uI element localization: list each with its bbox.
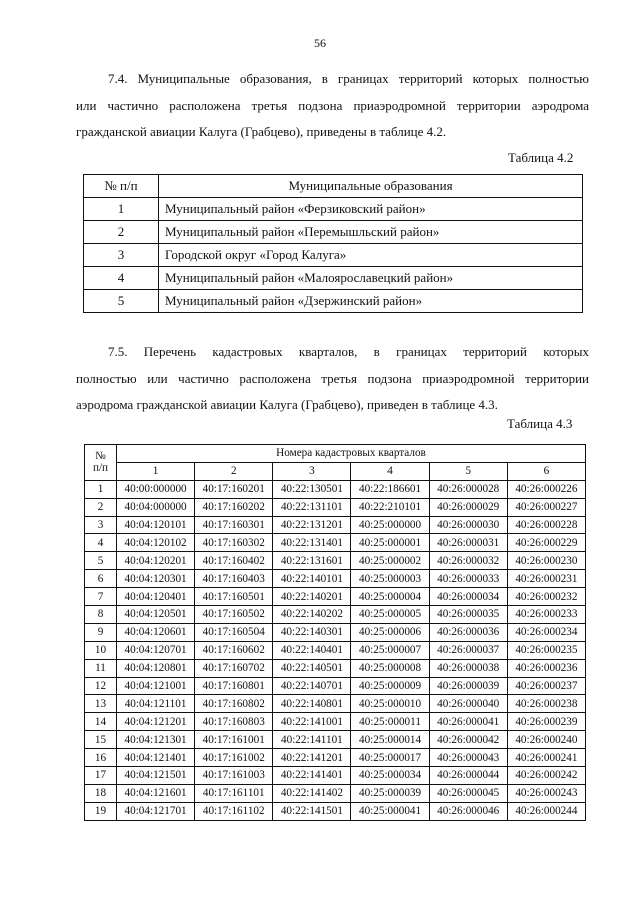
column-number-header: 1: [117, 462, 195, 480]
column-header-municipality: Муниципальные образования: [159, 175, 583, 198]
cadastral-quarter-cell: 40:26:000237: [507, 677, 585, 695]
cadastral-quarter-cell: 40:04:121401: [117, 749, 195, 767]
cadastral-quarter-cell: 40:26:000227: [507, 498, 585, 516]
cadastral-quarter-cell: 40:25:000008: [351, 659, 429, 677]
cadastral-quarter-cell: 40:25:000007: [351, 641, 429, 659]
cadastral-quarter-cell: 40:04:120101: [117, 516, 195, 534]
table-row: [85, 606, 586, 624]
table-row: [85, 623, 586, 641]
cadastral-quarter-cell: 40:22:140301: [273, 623, 351, 641]
cadastral-quarter-cell: 40:22:140401: [273, 641, 351, 659]
column-number-header: 3: [273, 462, 351, 480]
cadastral-quarter-cell: 40:26:000043: [429, 749, 507, 767]
cadastral-quarter-cell: 40:26:000241: [507, 749, 585, 767]
cadastral-quarter-cell: 40:04:121501: [117, 767, 195, 785]
cadastral-quarter-cell: 40:26:000035: [429, 606, 507, 624]
row-number-cell: 11: [85, 659, 117, 677]
cadastral-quarter-cell: 40:04:000000: [117, 498, 195, 516]
cadastral-quarter-cell: 40:17:160801: [195, 677, 273, 695]
cadastral-quarter-cell: 40:00:000000: [117, 480, 195, 498]
table-header-row: [85, 445, 586, 463]
cadastral-quarter-cell: 40:04:121201: [117, 713, 195, 731]
cadastral-quarter-cell: 40:26:000228: [507, 516, 585, 534]
cadastral-quarter-cell: 40:26:000032: [429, 552, 507, 570]
municipality-cell: Муниципальный район «Малоярославецкий район»: [159, 267, 583, 290]
cadastral-quarter-cell: 40:25:000010: [351, 695, 429, 713]
cadastral-quarter-cell: 40:17:161001: [195, 731, 273, 749]
cadastral-quarter-cell: 40:26:000232: [507, 588, 585, 606]
cadastral-quarter-cell: 40:26:000226: [507, 480, 585, 498]
cadastral-quarter-cell: 40:22:141401: [273, 767, 351, 785]
row-number-cell: 12: [85, 677, 117, 695]
cadastral-quarter-cell: 40:26:000046: [429, 802, 507, 820]
table-row: [85, 641, 586, 659]
cadastral-quarter-cell: 40:04:121601: [117, 784, 195, 802]
column-header-number: № п/п: [84, 175, 159, 198]
cadastral-quarter-cell: 40:26:000040: [429, 695, 507, 713]
row-number-cell: 3: [85, 516, 117, 534]
cadastral-quarter-cell: 40:22:140701: [273, 677, 351, 695]
row-number-cell: 4: [84, 267, 159, 290]
cadastral-quarter-cell: 40:22:140101: [273, 570, 351, 588]
page-number: 56: [314, 36, 326, 50]
cadastral-quarter-cell: 40:17:160201: [195, 480, 273, 498]
cadastral-quarter-cell: 40:26:000038: [429, 659, 507, 677]
cadastral-quarter-cell: 40:17:160302: [195, 534, 273, 552]
row-number-cell: 8: [85, 606, 117, 624]
table-row: [84, 198, 583, 221]
table-row: [85, 588, 586, 606]
table-row: [84, 221, 583, 244]
cadastral-quarter-cell: 40:26:000039: [429, 677, 507, 695]
row-number-cell: 6: [85, 570, 117, 588]
row-number-cell: 14: [85, 713, 117, 731]
cadastral-quarter-cell: 40:25:000002: [351, 552, 429, 570]
column-number-header: 2: [195, 462, 273, 480]
table-row: [85, 695, 586, 713]
cadastral-quarter-cell: 40:17:160501: [195, 588, 273, 606]
cadastral-quarter-cell: 40:26:000044: [429, 767, 507, 785]
table-row: [84, 267, 583, 290]
cadastral-quarter-cell: 40:26:000238: [507, 695, 585, 713]
cadastral-quarter-cell: 40:25:000005: [351, 606, 429, 624]
table-row: [85, 570, 586, 588]
cadastral-quarter-cell: 40:26:000230: [507, 552, 585, 570]
cadastral-quarter-cell: 40:26:000239: [507, 713, 585, 731]
cadastral-quarter-cell: 40:17:160301: [195, 516, 273, 534]
row-number-cell: 4: [85, 534, 117, 552]
paragraph-line: аэродрома гражданской авиации Калуга (Грабцево), приведен в таблице 4.3.: [76, 397, 498, 412]
cadastral-quarter-cell: 40:26:000243: [507, 784, 585, 802]
table-row: [85, 659, 586, 677]
row-number-cell: 16: [85, 749, 117, 767]
cadastral-quarter-cell: 40:22:131401: [273, 534, 351, 552]
cadastral-quarter-cell: 40:26:000041: [429, 713, 507, 731]
cadastral-quarter-cell: 40:26:000042: [429, 731, 507, 749]
cadastral-quarter-cell: 40:17:161102: [195, 802, 273, 820]
cadastral-quarter-cell: 40:17:160403: [195, 570, 273, 588]
table-4-3: [84, 444, 586, 821]
table-header-row: [85, 462, 586, 480]
cadastral-quarter-cell: 40:26:000236: [507, 659, 585, 677]
cadastral-quarter-cell: 40:25:000009: [351, 677, 429, 695]
table-row: [84, 290, 583, 313]
cadastral-quarter-cell: 40:17:161101: [195, 784, 273, 802]
cadastral-quarter-cell: 40:22:131201: [273, 516, 351, 534]
cadastral-quarter-cell: 40:17:161002: [195, 749, 273, 767]
cadastral-quarter-cell: 40:04:120401: [117, 588, 195, 606]
column-header-number: [85, 445, 117, 481]
cadastral-quarter-cell: 40:22:186601: [351, 480, 429, 498]
cadastral-quarter-cell: 40:22:141201: [273, 749, 351, 767]
table-row: [85, 731, 586, 749]
table-row: [85, 767, 586, 785]
column-number-header: 6: [507, 462, 585, 480]
row-number-cell: 3: [84, 244, 159, 267]
row-number-cell: 17: [85, 767, 117, 785]
cadastral-quarter-cell: 40:26:000034: [429, 588, 507, 606]
cadastral-quarter-cell: 40:04:120201: [117, 552, 195, 570]
paragraph-line: 7.4. Муниципальные образования, в границах территорий которых полностью: [108, 71, 589, 86]
cadastral-quarter-cell: 40:26:000045: [429, 784, 507, 802]
row-number-cell: 19: [85, 802, 117, 820]
row-number-cell: 10: [85, 641, 117, 659]
cadastral-quarter-cell: 40:26:000028: [429, 480, 507, 498]
cadastral-quarter-cell: 40:04:120301: [117, 570, 195, 588]
row-number-cell: 13: [85, 695, 117, 713]
cadastral-quarter-cell: 40:22:131101: [273, 498, 351, 516]
cadastral-quarter-cell: 40:22:131601: [273, 552, 351, 570]
paragraph-line: гражданской авиации Калуга (Грабцево), приведены в таблице 4.2.: [76, 124, 447, 139]
municipality-cell: Городской округ «Город Калуга»: [159, 244, 583, 267]
cadastral-quarter-cell: 40:26:000030: [429, 516, 507, 534]
municipality-cell: Муниципальный район «Ферзиковский район»: [159, 198, 583, 221]
cadastral-quarter-cell: 40:17:160202: [195, 498, 273, 516]
cadastral-quarter-cell: 40:26:000029: [429, 498, 507, 516]
cadastral-quarter-cell: 40:17:160504: [195, 623, 273, 641]
column-number-header: 4: [351, 462, 429, 480]
cadastral-quarter-cell: 40:04:120701: [117, 641, 195, 659]
cadastral-quarter-cell: 40:04:121701: [117, 802, 195, 820]
column-number-header: 5: [429, 462, 507, 480]
cadastral-quarter-cell: 40:26:000231: [507, 570, 585, 588]
cadastral-quarter-cell: 40:26:000037: [429, 641, 507, 659]
cadastral-quarter-cell: 40:25:000014: [351, 731, 429, 749]
cadastral-quarter-cell: 40:25:000006: [351, 623, 429, 641]
municipality-cell: Муниципальный район «Дзержинский район»: [159, 290, 583, 313]
table-row: [85, 784, 586, 802]
cadastral-quarter-cell: 40:22:141501: [273, 802, 351, 820]
table-row: [85, 534, 586, 552]
cadastral-quarter-cell: 40:17:161003: [195, 767, 273, 785]
table-row: [85, 498, 586, 516]
cadastral-quarter-cell: 40:17:160702: [195, 659, 273, 677]
cadastral-quarter-cell: 40:25:000017: [351, 749, 429, 767]
cadastral-quarter-cell: 40:26:000244: [507, 802, 585, 820]
cadastral-quarter-cell: 40:22:140801: [273, 695, 351, 713]
header-pp: п/п: [92, 462, 109, 475]
cadastral-quarter-cell: 40:17:160502: [195, 606, 273, 624]
cadastral-quarter-cell: 40:25:000011: [351, 713, 429, 731]
paragraph-7-5: [76, 339, 589, 419]
cadastral-quarter-cell: 40:26:000235: [507, 641, 585, 659]
cadastral-quarter-cell: 40:26:000033: [429, 570, 507, 588]
row-number-cell: 1: [84, 198, 159, 221]
cadastral-quarter-cell: 40:25:000039: [351, 784, 429, 802]
row-number-cell: 7: [85, 588, 117, 606]
cadastral-quarter-cell: 40:25:000001: [351, 534, 429, 552]
cadastral-quarter-cell: 40:25:000041: [351, 802, 429, 820]
table-4-2-caption: Таблица 4.2: [508, 150, 574, 165]
cadastral-quarter-cell: 40:04:120601: [117, 623, 195, 641]
row-number-cell: 2: [84, 221, 159, 244]
table-4-3-caption: Таблица 4.3: [507, 416, 573, 431]
cadastral-quarter-cell: 40:26:000242: [507, 767, 585, 785]
cadastral-quarter-cell: 40:25:000034: [351, 767, 429, 785]
cadastral-quarter-cell: 40:04:120102: [117, 534, 195, 552]
row-number-cell: 5: [85, 552, 117, 570]
cadastral-quarter-cell: 40:04:121101: [117, 695, 195, 713]
cadastral-quarter-cell: 40:22:130501: [273, 480, 351, 498]
cadastral-quarter-cell: 40:04:120501: [117, 606, 195, 624]
row-number-cell: 1: [85, 480, 117, 498]
row-number-cell: 2: [85, 498, 117, 516]
municipality-cell: Муниципальный район «Перемышльский район»: [159, 221, 583, 244]
header-number-sign: №: [95, 450, 106, 463]
cadastral-quarter-cell: 40:04:120801: [117, 659, 195, 677]
cadastral-quarter-cell: 40:17:160803: [195, 713, 273, 731]
row-number-cell: 18: [85, 784, 117, 802]
cadastral-quarter-cell: 40:22:140501: [273, 659, 351, 677]
cadastral-quarter-cell: 40:22:141101: [273, 731, 351, 749]
cadastral-quarter-cell: 40:26:000240: [507, 731, 585, 749]
table-row: [85, 802, 586, 820]
cadastral-quarter-cell: 40:25:000004: [351, 588, 429, 606]
cadastral-quarter-cell: 40:22:141001: [273, 713, 351, 731]
table-row: [85, 516, 586, 534]
row-number-cell: 5: [84, 290, 159, 313]
table-row: [85, 552, 586, 570]
paragraph-7-4: [76, 66, 589, 146]
table-row: [85, 749, 586, 767]
cadastral-quarter-cell: 40:22:210101: [351, 498, 429, 516]
cadastral-quarter-cell: 40:25:000000: [351, 516, 429, 534]
paragraph-line: полностью или частично расположена третья подзона приаэродромной территории: [76, 370, 589, 386]
cadastral-quarter-cell: 40:04:121301: [117, 731, 195, 749]
paragraph-line: 7.5. Перечень кадастровых кварталов, в границах территорий которых: [108, 344, 589, 359]
cadastral-quarter-cell: 40:25:000003: [351, 570, 429, 588]
row-number-cell: 15: [85, 731, 117, 749]
table-header-row: [84, 175, 583, 198]
row-number-cell: 9: [85, 623, 117, 641]
cadastral-quarter-cell: 40:26:000031: [429, 534, 507, 552]
cadastral-quarter-cell: 40:17:160802: [195, 695, 273, 713]
cadastral-quarter-cell: 40:04:121001: [117, 677, 195, 695]
cadastral-quarter-cell: 40:26:000233: [507, 606, 585, 624]
table-row: [85, 713, 586, 731]
cadastral-quarter-cell: 40:26:000234: [507, 623, 585, 641]
table-row: [85, 677, 586, 695]
cadastral-quarter-cell: 40:17:160402: [195, 552, 273, 570]
cadastral-quarter-cell: 40:22:140202: [273, 606, 351, 624]
table-4-2: [83, 174, 583, 313]
paragraph-line: или частично расположена третья подзона приаэродромной территории аэродрома: [76, 97, 589, 113]
cadastral-quarter-cell: 40:26:000229: [507, 534, 585, 552]
table-row: [84, 244, 583, 267]
table-row: [85, 480, 586, 498]
cadastral-quarter-cell: 40:22:140201: [273, 588, 351, 606]
cadastral-quarter-cell: 40:17:160602: [195, 641, 273, 659]
cadastral-quarter-cell: 40:22:141402: [273, 784, 351, 802]
cadastral-quarter-cell: 40:26:000036: [429, 623, 507, 641]
column-group-header: Номера кадастровых кварталов: [117, 445, 586, 463]
